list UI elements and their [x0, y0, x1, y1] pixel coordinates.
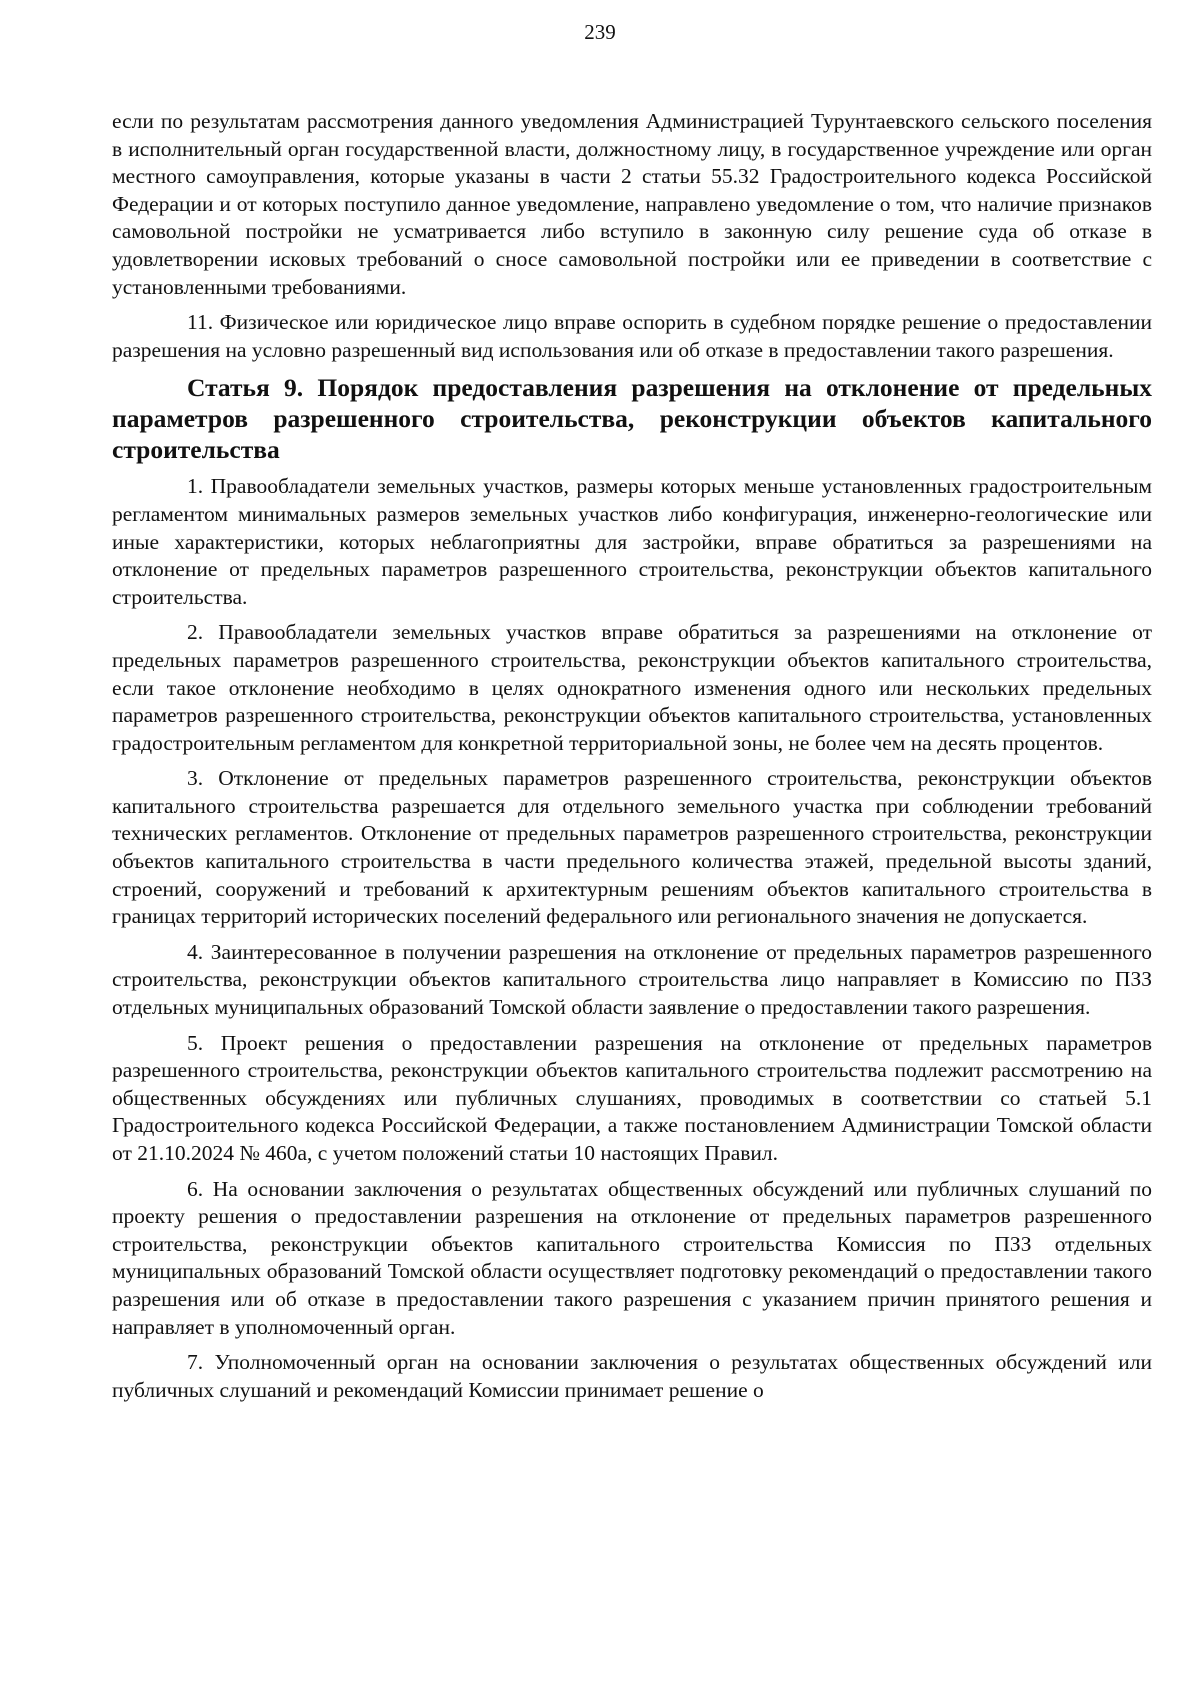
paragraph-3: 3. Отклонение от предельных параметров разрешенного строительства, реконструкции объектов капитального строительства разрешается для отдельного земельного участка при соблюдении требований технических регламентов. Отклонение от предельных параметров разрешенного строительства, реконструкции объектов капитального строительства в части предельного количества этажей, предельной высоты зданий, строений, сооружений и требований к архитектурным решениям объектов капитального строительства в границах территорий исторических поселений федерального или регионального значения не допускается.	[112, 766, 1152, 929]
paragraph-4: 4. Заинтересованное в получении разрешения на отклонение от предельных параметров разрешенного строительства, реконструкции объектов капитального строительства лицо направляет в Комиссию по ПЗЗ отдельных муниципальных образований Томской области заявление о предоставлении такого разрешения.	[112, 939, 1152, 1020]
paragraph-5: 5. Проект решения о предоставлении разрешения на отклонение от предельных параметров разрешенного строительства, реконструкции объектов капитального строительства подлежит рассмотрению на общественных обсуждениях или публичных слушаниях, проводимых в соответствии со статьей 5.1 Градостроительного кодекса Российской Федерации, а также постановлением Администрации Томской области от 21.10.2024 № 460а, с учетом положений статьи 10 настоящих Правил.	[112, 1030, 1152, 1165]
paragraph-2: 2. Правообладатели земельных участков вправе обратиться за разрешениями на отклонение от предельных параметров разрешенного строительства, реконструкции объектов капитального строительства, если такое отклонение необходимо в целях однократного изменения одного или нескольких предельных параметров разрешенного строительства, реконструкции объектов капитального строительства, установленных градостроительным регламентом для конкретной территориальной зоны, не более чем на десять процентов.	[112, 620, 1152, 755]
paragraph-1: 1. Правообладатели земельных участков, размеры которых меньше установленных градостроительным регламентом минимальных размеров земельных участков либо конфигурация, инженерно-геологические или иные характеристики, которых неблагоприятны для застройки, вправе обратиться за разрешениями на отклонение от предельных параметров разрешенного строительства, реконструкции объектов капитального строительства.	[112, 474, 1152, 609]
paragraph-continuation: если по результатам рассмотрения данного уведомления Администрацией Турунтаевского сельского поселения в исполнительный орган государственной власти, должностному лицу, в государственное учреждение или орган местного самоуправления, которые указаны в части 2 статьи 55.32 Градостроительного кодекса Российской Федерации и от которых поступило данное уведомление, направлено уведомление о том, что наличие признаков самовольной постройки не усматривается либо вступило в законную силу решение суда об отказе в удовлетворении исковых требований о сносе самовольной постройки или ее приведении в соответствие с установленными требованиями.	[112, 109, 1152, 299]
paragraph-6: 6. На основании заключения о результатах общественных обсуждений или публичных слушаний по проекту решения о предоставлении разрешения на отклонение от предельных параметров разрешенного строительства, реконструкции объектов капитального строительства Комиссия по ПЗЗ отдельных муниципальных образований Томской области осуществляет подготовку рекомендаций о предоставлении такого разрешения или об отказе в предоставлении такого разрешения с указанием причин принятого решения и направляет в уполномоченный орган.	[112, 1176, 1152, 1339]
paragraph-7: 7. Уполномоченный орган на основании заключения о результатах общественных обсуждений или публичных слушаний и рекомендаций Комиссии принимает решение о	[112, 1350, 1152, 1402]
document-body	[112, 108, 1152, 1412]
page-number: 239	[584, 20, 616, 44]
paragraph-11: 11. Физическое или юридическое лицо вправе оспорить в судебном порядке решение о предоставлении разрешения на условно разрешенный вид использования или об отказе в предоставлении такого разрешения.	[112, 310, 1152, 362]
article-9-heading: Статья 9. Порядок предоставления разрешения на отклонение от предельных параметров разрешенного строительства, реконструкции объектов капитального строительства	[112, 373, 1152, 465]
